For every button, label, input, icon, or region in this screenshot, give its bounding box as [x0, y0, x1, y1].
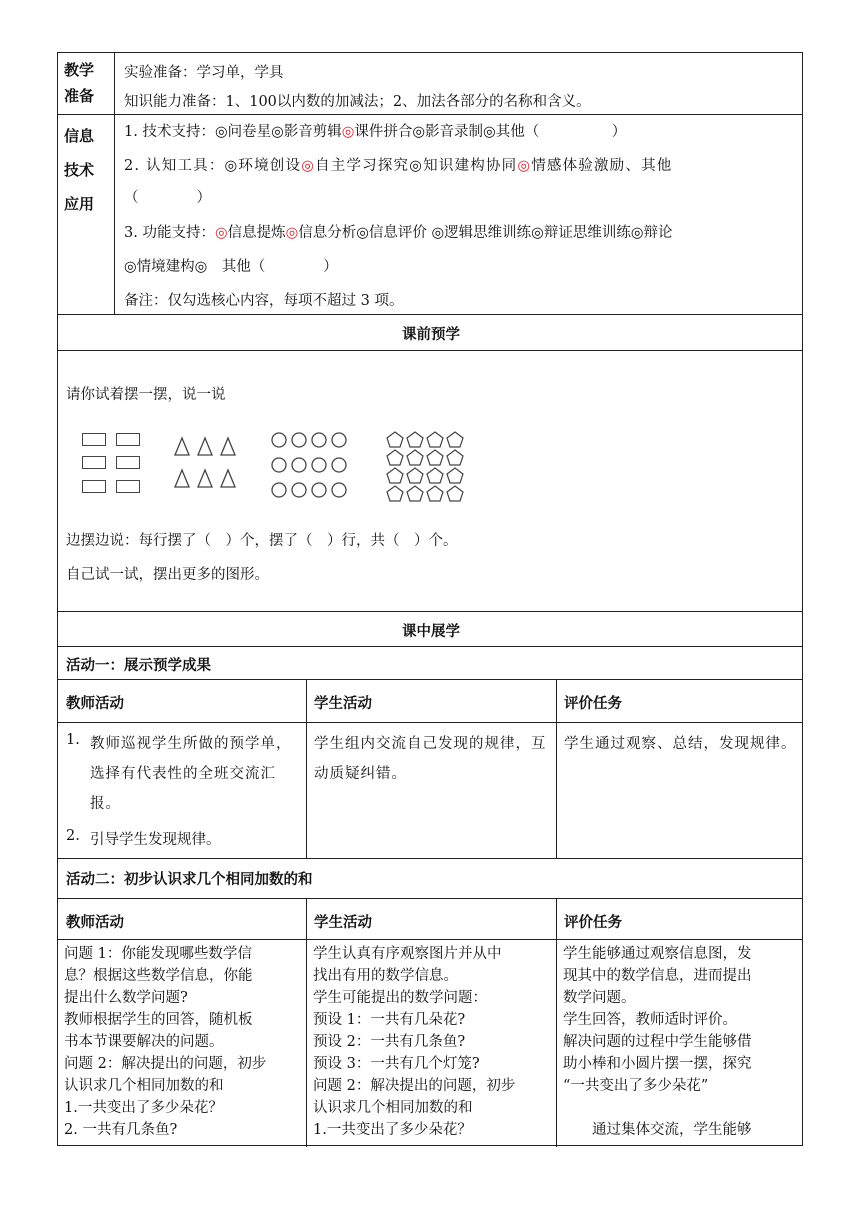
pentagon-shape	[407, 468, 423, 483]
activity2-col-eval: 评价任务	[564, 914, 622, 931]
divider	[306, 679, 307, 858]
circle-shape	[332, 483, 346, 497]
pentagon-shape	[447, 486, 463, 501]
activity2-teacher-line: 2. 一共有几条鱼?	[64, 1122, 178, 1138]
activity1-eval: 学生通过观察、总结，发现规律。	[564, 736, 797, 752]
pentagon-shape	[427, 450, 443, 465]
activity2-student-line: 预设 2：一共有几条鱼?	[313, 1034, 466, 1050]
lesson-header: 课中展学	[402, 623, 460, 640]
activity2-title: 活动二：初步认识求几个相同加数的和	[66, 871, 313, 888]
rectangle-shape	[116, 456, 140, 469]
rectangle-shape	[116, 480, 140, 493]
pentagon-shape	[387, 432, 403, 447]
activity2-eval-line	[563, 1097, 801, 1119]
triangle-shape	[175, 438, 189, 455]
activity2-student-line: 预设 3：一共有几个灯笼?	[313, 1056, 480, 1072]
pentagon-shape	[407, 486, 423, 501]
circle-shape	[272, 433, 286, 447]
circle-shape	[332, 458, 346, 472]
circle-shape	[292, 433, 306, 447]
circle-shape	[292, 483, 306, 497]
activity1-student: 学生组内交流自己发现的规律，互动质疑纠错。	[314, 736, 547, 782]
activity2-student-line: 学生认真有序观察图片并从中	[313, 946, 502, 962]
activity2-teacher-line: 书本节课要解决的问题。	[64, 1034, 224, 1050]
activity2-student-line: 问题 2：解决提出的问题，初步	[313, 1078, 516, 1094]
activity2-student-line: 找出有用的数学信息。	[313, 968, 458, 984]
circle-shape	[312, 458, 326, 472]
divider	[58, 939, 802, 940]
divider	[58, 314, 802, 315]
preview-header: 课前预学	[402, 326, 460, 343]
prep-label: 教学准备	[64, 61, 95, 105]
triangle-group	[174, 435, 244, 495]
checked-mark: ◎	[285, 225, 299, 241]
divider	[58, 646, 802, 647]
preview-prompt: 请你试着摆一摆，说一说	[66, 387, 226, 403]
activity2-teacher-line: 教师根据学生的回答，随机板	[64, 1012, 253, 1028]
pentagon-shape	[447, 450, 463, 465]
circle-shape	[292, 458, 306, 472]
tech-line-2-text: 自主学习探究◎知识建构协同	[315, 158, 518, 174]
activity2-teacher	[64, 943, 304, 1141]
activity2-teacher-line: 认识求几个相同加数的和	[64, 1078, 224, 1094]
rectangle-shape	[82, 480, 106, 493]
prep-line-1: 实验准备：学习单，学具	[124, 65, 284, 81]
circle-shape	[332, 433, 346, 447]
activity2-eval-line: 现其中的数学信息，进而提出	[563, 968, 752, 984]
activity1-teacher-1: 教师巡视学生所做的预学单，选择有代表性的全班交流汇报。	[90, 736, 292, 812]
triangle-shape	[198, 470, 212, 487]
activity1-col-eval: 评价任务	[564, 695, 622, 712]
pentagon-group	[386, 431, 476, 507]
divider	[58, 611, 802, 612]
checked-mark: ◎	[214, 225, 228, 241]
activity2-teacher-line: 息？根据这些数学信息，你能	[64, 968, 253, 984]
pentagon-shape	[407, 432, 423, 447]
activity2-col-teacher: 教师活动	[66, 914, 124, 931]
triangle-shape	[221, 438, 235, 455]
activity2-eval-line: 学生能够通过观察信息图，发	[563, 946, 752, 962]
rectangle-shape	[82, 433, 106, 446]
tech-line-2-text: 2. 认知工具：◎环境创设	[124, 158, 302, 174]
circle-shape	[312, 433, 326, 447]
activity2-col-student: 学生活动	[314, 914, 372, 931]
activity2-teacher-line: 问题 2：解决提出的问题，初步	[64, 1056, 267, 1072]
rectangle-shape	[82, 456, 106, 469]
tech-line-2	[124, 154, 673, 175]
tech-line-1-text: 课件拼合◎影音录制◎其他（ ）	[354, 124, 627, 140]
tech-note: 备注：仅勾选核心内容，每项不超过 3 项。	[124, 293, 404, 309]
divider	[58, 858, 802, 859]
checked-mark: ◎	[341, 124, 355, 140]
activity1-title: 活动一：展示预学成果	[66, 657, 211, 674]
divider	[556, 679, 557, 858]
triangle-shape	[221, 470, 235, 487]
divider	[58, 350, 802, 351]
preview-try: 自己试一试，摆出更多的图形。	[66, 567, 269, 583]
divider	[556, 898, 557, 1147]
divider	[58, 114, 802, 115]
activity2-eval-line: “一共变出了多少朵花”	[563, 1078, 709, 1094]
activity1-teacher-2: 引导学生发现规律。	[90, 832, 221, 848]
rectangle-shape	[116, 433, 140, 446]
circle-shape	[312, 483, 326, 497]
teacher-item-number: 1.	[66, 732, 80, 748]
circle-shape	[272, 483, 286, 497]
tech-line-3-text: 信息分析◎信息评价 ◎逻辑思维训练◎辩证思维训练◎辩论	[298, 225, 673, 241]
circle-group	[270, 431, 360, 503]
tech-line-1-text: 1. 技术支持：◎问卷星◎影音剪辑	[124, 124, 342, 140]
activity2-student-line: 学生可能提出的数学问题：	[313, 990, 487, 1006]
divider	[114, 53, 115, 314]
tech-label: 信息技术应用	[64, 127, 95, 213]
activity2-student	[313, 943, 553, 1141]
pentagon-shape	[427, 486, 443, 501]
activity2-eval-line: 解决问题的过程中学生能够借	[563, 1034, 752, 1050]
tech-line-3-text: 3. 功能支持：	[124, 225, 215, 241]
activity2-teacher-line: 问题 1：你能发现哪些数学信	[64, 946, 252, 962]
activity2-eval-line: 助小棒和小圆片摆一摆，探究	[563, 1056, 752, 1072]
pentagon-shape	[387, 468, 403, 483]
tech-line-2-cont: （ ）	[124, 190, 211, 206]
pentagon-shape	[427, 432, 443, 447]
activity2-eval-line: 学生回答，教师适时评价。	[563, 1012, 737, 1028]
shapes-illustration	[76, 423, 476, 508]
divider	[306, 898, 307, 1147]
triangle-shape	[175, 470, 189, 487]
teacher-item-number: 2.	[66, 828, 80, 844]
activity2-student-line: 1.一共变出了多少朵花？	[313, 1122, 472, 1138]
preview-say: 边摆边说：每行摆了（ ）个，摆了（ ）行，共（ ）个。	[66, 533, 458, 549]
prep-line-2: 知识能力准备：1、100以内数的加减法；2、加法各部分的名称和含义。	[124, 94, 591, 110]
divider	[58, 679, 802, 680]
tech-line-1	[124, 120, 626, 141]
activity2-teacher-line: 提出什么数学问题?	[64, 990, 188, 1006]
checked-mark: ◎	[301, 158, 316, 174]
activity2-student-line: 预设 1：一共有几朵花?	[313, 1012, 466, 1028]
pentagon-shape	[387, 450, 403, 465]
activity1-col-student: 学生活动	[314, 695, 372, 712]
tech-line-2-text: 情感体验激励、其他	[531, 158, 673, 174]
pentagon-shape	[447, 468, 463, 483]
lesson-plan-table	[57, 52, 803, 1146]
pentagon-shape	[387, 486, 403, 501]
tech-line-3	[124, 221, 672, 242]
activity2-teacher-line: 1.一共变出了多少朵花？	[64, 1100, 223, 1116]
tech-line-3-text: 信息提炼	[227, 225, 286, 241]
activity2-student-line: 认识求几个相同加数的和	[313, 1100, 473, 1116]
tech-line-3-cont: ◎情境建构◎ 其他（ ）	[124, 259, 338, 275]
triangle-shape	[198, 438, 212, 455]
checked-mark: ◎	[517, 158, 532, 174]
divider	[58, 722, 802, 723]
activity2-eval-line: 数学问题。	[563, 990, 636, 1006]
activity2-eval-line: 通过集体交流，学生能够	[563, 1122, 752, 1138]
divider	[58, 898, 802, 899]
pentagon-shape	[407, 450, 423, 465]
activity2-eval	[563, 943, 801, 1141]
circle-shape	[272, 458, 286, 472]
pentagon-shape	[447, 432, 463, 447]
activity1-col-teacher: 教师活动	[66, 695, 124, 712]
pentagon-shape	[427, 468, 443, 483]
